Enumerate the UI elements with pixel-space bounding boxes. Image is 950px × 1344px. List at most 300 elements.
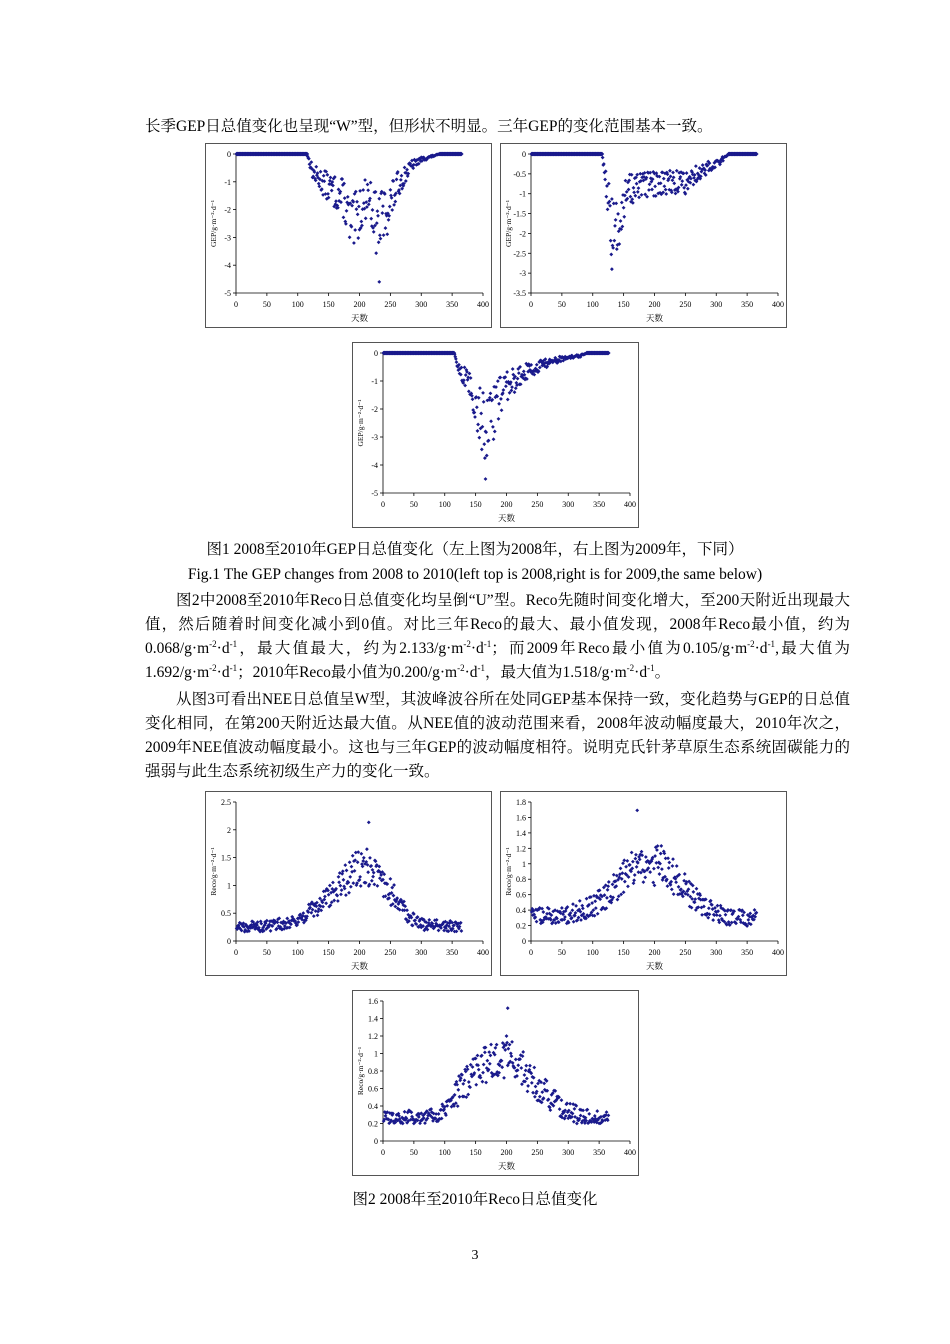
data-point xyxy=(643,875,647,879)
y-axis-label: Reco/g·m⁻²·d⁻¹ xyxy=(504,847,513,896)
data-point xyxy=(405,168,409,172)
data-point xyxy=(355,207,359,211)
data-point xyxy=(521,1050,525,1054)
data-point xyxy=(522,370,526,374)
data-point xyxy=(493,430,497,434)
data-point xyxy=(653,184,657,188)
data-point xyxy=(609,253,613,257)
y-tick-label: -5 xyxy=(224,289,231,298)
data-point xyxy=(399,178,403,182)
x-tick-label: 300 xyxy=(562,1148,575,1157)
data-point xyxy=(366,870,370,874)
data-point xyxy=(667,866,671,870)
paragraph-nee: 从图3可看出NEE日总值呈W型，其波峰波谷所在处同GEP基本保持一致，变化趋势与GEP的日总值变化相同，在第200天附近达最大值。从NEE值的波动范围来看，2008年波动幅度最大，2010年次之，2009年NEE值波动幅度最小。这也与三年GEP的波动幅度相符。说明克氏针茅草原生态系统固碳能力的强弱与此生态系统初级生产力的变化一致。 xyxy=(145,691,850,780)
data-point xyxy=(461,1082,465,1086)
data-point xyxy=(517,371,521,375)
x-tick-label: 0 xyxy=(381,1148,385,1157)
x-tick-label: 400 xyxy=(772,948,784,957)
data-point xyxy=(590,901,594,905)
y-axis-label: GEP/g·m⁻²·d⁻¹ xyxy=(504,200,513,247)
data-point xyxy=(533,1095,537,1099)
data-point xyxy=(388,877,392,881)
data-point xyxy=(701,163,705,167)
data-point xyxy=(620,201,624,205)
data-point xyxy=(376,884,380,888)
x-tick-label: 400 xyxy=(624,1148,636,1157)
para1-j: ·d xyxy=(464,664,478,681)
para1-h: ·d xyxy=(216,664,230,681)
y-tick-label: 0 xyxy=(522,937,526,946)
data-point xyxy=(619,867,623,871)
data-point xyxy=(635,865,639,869)
data-point xyxy=(339,892,343,896)
data-point xyxy=(437,929,441,933)
data-point xyxy=(573,1107,577,1111)
data-point xyxy=(610,197,614,201)
y-tick-label: -1 xyxy=(224,177,231,187)
y-tick-label: -2 xyxy=(224,205,231,215)
para1-k: ，最大值为1.518/g·m xyxy=(485,664,627,681)
data-point xyxy=(581,906,585,910)
y-tick-label: 0.2 xyxy=(516,921,526,931)
data-point xyxy=(601,156,605,160)
data-point xyxy=(616,898,620,902)
data-point xyxy=(724,913,728,917)
data-point xyxy=(612,873,616,877)
data-point xyxy=(746,918,750,922)
data-points xyxy=(530,808,759,927)
x-tick-label: 200 xyxy=(353,300,366,309)
data-point xyxy=(369,181,373,185)
data-point xyxy=(622,215,626,219)
y-tick-label: 1 xyxy=(522,859,526,869)
y-tick-label: 0.6 xyxy=(516,890,526,900)
x-tick-label: 50 xyxy=(557,300,566,309)
data-point xyxy=(343,863,347,867)
data-point xyxy=(596,912,600,916)
x-tick-label: 400 xyxy=(477,948,489,957)
data-point xyxy=(456,1088,460,1092)
data-point xyxy=(483,1050,487,1054)
data-point xyxy=(331,881,335,885)
data-point xyxy=(692,183,696,187)
extreme-data-point xyxy=(367,821,371,825)
data-points xyxy=(382,1006,611,1125)
data-point xyxy=(479,412,483,416)
x-tick-label: 100 xyxy=(438,1148,451,1157)
data-point xyxy=(481,391,485,395)
data-point xyxy=(619,219,623,223)
y-tick-label: 2.5 xyxy=(221,798,231,807)
para1-f: ·d xyxy=(754,640,768,657)
data-point xyxy=(423,1121,427,1125)
x-tick-label: 350 xyxy=(593,500,606,509)
data-point xyxy=(326,192,330,196)
data-point xyxy=(509,1051,513,1055)
x-tick-label: 150 xyxy=(617,300,630,309)
data-point xyxy=(323,895,327,899)
y-tick-label: -3 xyxy=(371,433,378,442)
data-point xyxy=(572,920,576,924)
para1-l: ·d xyxy=(634,664,648,681)
data-point xyxy=(683,872,687,876)
data-point xyxy=(485,1059,489,1063)
data-point xyxy=(628,863,632,867)
data-point xyxy=(359,220,363,224)
data-point xyxy=(356,850,360,854)
data-point xyxy=(625,859,629,863)
extreme-data-point xyxy=(506,1006,510,1010)
data-point xyxy=(574,904,578,908)
y-tick-label: 2 xyxy=(227,825,231,835)
data-point xyxy=(560,1098,564,1102)
data-point xyxy=(605,896,609,900)
data-point xyxy=(337,875,341,879)
data-point xyxy=(369,217,373,221)
data-point xyxy=(471,397,475,401)
data-point xyxy=(671,171,675,175)
x-tick-label: 250 xyxy=(531,500,544,509)
x-tick-label: 0 xyxy=(529,300,533,309)
data-point xyxy=(321,905,325,909)
para1-sup7: -2 xyxy=(209,663,217,673)
data-point xyxy=(482,400,486,404)
data-point xyxy=(493,1046,497,1050)
data-point xyxy=(579,1114,583,1118)
data-point xyxy=(464,373,468,377)
data-point xyxy=(664,188,668,192)
y-tick-label: 0 xyxy=(522,150,526,159)
para1-sup10: -1 xyxy=(477,663,485,673)
data-point xyxy=(495,1043,499,1047)
data-point xyxy=(378,233,382,237)
data-point xyxy=(632,881,636,885)
data-point xyxy=(361,188,365,192)
y-tick-label: 0.4 xyxy=(368,1102,378,1111)
data-point xyxy=(353,228,357,232)
x-axis-label: 天数 xyxy=(645,313,664,323)
data-point xyxy=(455,360,459,364)
data-point xyxy=(463,1079,467,1083)
data-point xyxy=(580,904,584,908)
x-tick-label: 100 xyxy=(586,300,599,309)
data-point xyxy=(541,910,545,914)
data-point xyxy=(437,1112,441,1116)
data-point xyxy=(611,882,615,886)
data-point xyxy=(593,899,597,903)
top-line: 长季GEP日总值变化也呈现“W”型，但形状不明显。三年GEP的变化范围基本一致。 xyxy=(145,118,713,135)
para1-sup12: -1 xyxy=(647,663,655,673)
y-tick-label: 1.5 xyxy=(221,853,231,863)
data-point xyxy=(516,1063,520,1067)
data-point xyxy=(622,206,626,210)
data-point xyxy=(392,203,396,207)
data-point xyxy=(348,235,352,239)
data-point xyxy=(524,1064,528,1068)
data-point xyxy=(372,882,376,886)
x-tick-label: 250 xyxy=(531,1148,544,1157)
data-point xyxy=(349,885,353,889)
y-tick-label: -3 xyxy=(224,233,231,243)
data-point xyxy=(680,179,684,183)
gep-2008-chart xyxy=(205,143,492,328)
y-tick-label: -1 xyxy=(519,189,526,199)
data-point xyxy=(334,199,338,203)
data-point xyxy=(695,887,699,891)
reco-2008-chart xyxy=(205,791,492,976)
y-tick-label: -4 xyxy=(371,461,378,470)
data-point xyxy=(476,1054,480,1058)
data-point xyxy=(711,918,715,922)
y-tick-label: 1.6 xyxy=(368,997,378,1006)
data-point xyxy=(351,854,355,858)
y-tick-label: 0 xyxy=(227,150,231,159)
data-point xyxy=(534,1085,538,1089)
x-tick-label: 100 xyxy=(586,948,599,957)
y-tick-label: 1 xyxy=(227,881,231,891)
x-tick-label: 150 xyxy=(469,1148,482,1157)
x-tick-label: 100 xyxy=(438,500,451,509)
data-point xyxy=(341,869,345,873)
para1-sup9: -2 xyxy=(457,663,465,673)
x-tick-label: 250 xyxy=(679,300,692,309)
data-point xyxy=(497,417,501,421)
data-point xyxy=(707,906,711,910)
data-point xyxy=(680,183,684,187)
data-point xyxy=(344,893,348,897)
data-points xyxy=(235,821,464,934)
data-point xyxy=(500,408,504,412)
data-point xyxy=(359,852,363,856)
data-point xyxy=(482,1063,486,1067)
data-point xyxy=(606,888,610,892)
para1-sup4: -1 xyxy=(483,639,492,649)
reco-2010-chart xyxy=(352,990,639,1176)
data-point xyxy=(405,908,409,912)
y-tick-label: 0 xyxy=(374,349,378,358)
data-point xyxy=(647,188,651,192)
data-point xyxy=(672,181,676,185)
data-point xyxy=(403,1110,407,1114)
data-point xyxy=(459,929,463,933)
data-point xyxy=(328,884,332,888)
data-point xyxy=(578,899,582,903)
data-point xyxy=(659,852,663,856)
data-point xyxy=(573,914,577,918)
y-tick-label: -5 xyxy=(371,489,378,498)
data-point xyxy=(376,214,380,218)
y-tick-label: 0.8 xyxy=(368,1067,378,1076)
data-point xyxy=(340,177,344,181)
x-tick-label: 150 xyxy=(322,300,335,309)
data-point xyxy=(317,184,321,188)
data-point xyxy=(634,853,638,857)
data-point xyxy=(352,241,356,245)
x-tick-label: 400 xyxy=(624,500,636,509)
x-tick-label: 400 xyxy=(477,300,489,309)
data-point xyxy=(489,419,493,423)
data-point xyxy=(358,875,362,879)
data-point xyxy=(668,169,672,173)
data-points xyxy=(381,351,610,481)
data-point xyxy=(606,207,610,211)
data-point xyxy=(510,1054,514,1058)
y-tick-label: -1 xyxy=(371,377,378,386)
x-tick-label: 200 xyxy=(648,948,661,957)
data-point xyxy=(458,1095,462,1099)
data-point xyxy=(538,1095,542,1099)
data-point xyxy=(700,913,704,917)
extreme-data-point xyxy=(635,808,639,812)
data-point xyxy=(633,194,637,198)
y-tick-label: -2 xyxy=(519,229,526,239)
data-point xyxy=(480,448,484,452)
data-point xyxy=(481,1071,485,1075)
data-point xyxy=(317,182,321,186)
data-points xyxy=(234,152,463,284)
data-point xyxy=(359,884,363,888)
data-point xyxy=(632,190,636,194)
data-point xyxy=(492,437,496,441)
data-point xyxy=(496,379,500,383)
x-tick-label: 150 xyxy=(469,500,482,509)
data-point xyxy=(650,188,654,192)
para1-b: ·d xyxy=(216,640,230,657)
data-point xyxy=(345,869,349,873)
data-point xyxy=(388,205,392,209)
data-point xyxy=(609,239,613,243)
data-point xyxy=(571,902,575,906)
data-point xyxy=(635,182,639,186)
x-tick-label: 200 xyxy=(500,500,513,509)
data-point xyxy=(648,870,652,874)
data-point xyxy=(355,200,359,204)
data-point xyxy=(685,171,689,175)
x-tick-label: 300 xyxy=(710,300,723,309)
para1-sup8: -1 xyxy=(229,663,238,673)
data-point xyxy=(662,177,666,181)
data-point xyxy=(718,914,722,918)
data-point xyxy=(376,209,380,213)
data-point xyxy=(337,880,341,884)
data-point xyxy=(473,415,477,419)
data-point xyxy=(615,247,619,251)
data-point xyxy=(340,888,344,892)
data-point xyxy=(476,429,480,433)
data-point xyxy=(672,892,676,896)
data-point xyxy=(587,1112,591,1116)
data-point xyxy=(675,864,679,868)
x-axis-label: 天数 xyxy=(497,1161,516,1171)
data-point xyxy=(667,861,671,865)
y-tick-label: -3 xyxy=(519,269,526,279)
data-point xyxy=(640,193,644,197)
data-point xyxy=(382,233,386,237)
data-point xyxy=(342,215,346,219)
data-point xyxy=(526,1084,530,1088)
data-point xyxy=(316,913,320,917)
data-point xyxy=(489,1043,493,1047)
data-point xyxy=(511,367,515,371)
data-point xyxy=(377,240,381,244)
data-point xyxy=(558,1107,562,1111)
para1-sup1: -2 xyxy=(209,639,217,649)
data-point xyxy=(606,1114,610,1118)
data-point xyxy=(616,212,620,216)
data-point xyxy=(659,844,663,848)
x-tick-label: 0 xyxy=(381,500,385,509)
y-tick-label: 1.4 xyxy=(368,1014,378,1024)
data-point xyxy=(312,914,316,918)
data-point xyxy=(641,880,645,884)
para1-i: ；2010年Reco最小值为0.200/g·m xyxy=(237,664,458,681)
data-point xyxy=(686,187,690,191)
data-point xyxy=(374,251,378,255)
y-tick-label: 0.2 xyxy=(368,1119,378,1129)
data-point xyxy=(345,209,349,213)
data-point xyxy=(368,856,372,860)
y-tick-label: 1.8 xyxy=(516,798,526,807)
x-tick-label: 200 xyxy=(353,948,366,957)
data-point xyxy=(385,232,389,236)
data-point xyxy=(314,165,318,169)
y-tick-label: -1.5 xyxy=(513,209,526,219)
data-point xyxy=(477,1068,481,1072)
x-tick-label: 250 xyxy=(384,948,397,957)
data-point xyxy=(350,865,354,869)
data-point xyxy=(579,918,583,922)
chart-svg xyxy=(353,991,638,1175)
data-point xyxy=(677,885,681,889)
data-point xyxy=(633,857,637,861)
x-axis-label: 天数 xyxy=(350,961,369,971)
data-point xyxy=(535,920,539,924)
data-point xyxy=(319,170,323,174)
data-point xyxy=(530,1081,534,1085)
para1-e: ；而2009年Reco最小值为0.105/g·m xyxy=(491,640,748,657)
data-point xyxy=(380,211,384,215)
para1-sup5: -2 xyxy=(747,639,755,649)
chart-svg xyxy=(206,144,491,327)
data-point xyxy=(474,1083,478,1087)
data-point xyxy=(489,1054,493,1058)
data-point xyxy=(467,1080,471,1084)
y-tick-label: -2 xyxy=(371,405,378,414)
data-point xyxy=(632,186,636,190)
x-tick-label: 100 xyxy=(291,948,304,957)
data-point xyxy=(390,208,394,212)
data-point xyxy=(613,224,617,228)
data-point xyxy=(542,1082,546,1086)
x-tick-label: 350 xyxy=(446,948,459,957)
x-tick-label: 200 xyxy=(500,1148,513,1157)
x-axis-label: 天数 xyxy=(497,513,516,523)
data-point xyxy=(632,878,636,882)
data-point xyxy=(510,385,514,389)
y-tick-label: 1.2 xyxy=(516,844,526,854)
x-tick-label: 300 xyxy=(415,948,428,957)
data-point xyxy=(370,879,374,883)
data-point xyxy=(329,176,333,180)
data-point xyxy=(365,847,369,851)
para1-g: ,最大值为1.692/g·m xyxy=(145,640,850,681)
data-point xyxy=(694,164,698,168)
y-axis-label: GEP/g·m⁻²·d⁻¹ xyxy=(356,399,365,447)
data-point xyxy=(715,913,719,917)
x-tick-label: 350 xyxy=(446,300,459,309)
chart-svg xyxy=(353,343,638,527)
data-point xyxy=(327,893,331,897)
